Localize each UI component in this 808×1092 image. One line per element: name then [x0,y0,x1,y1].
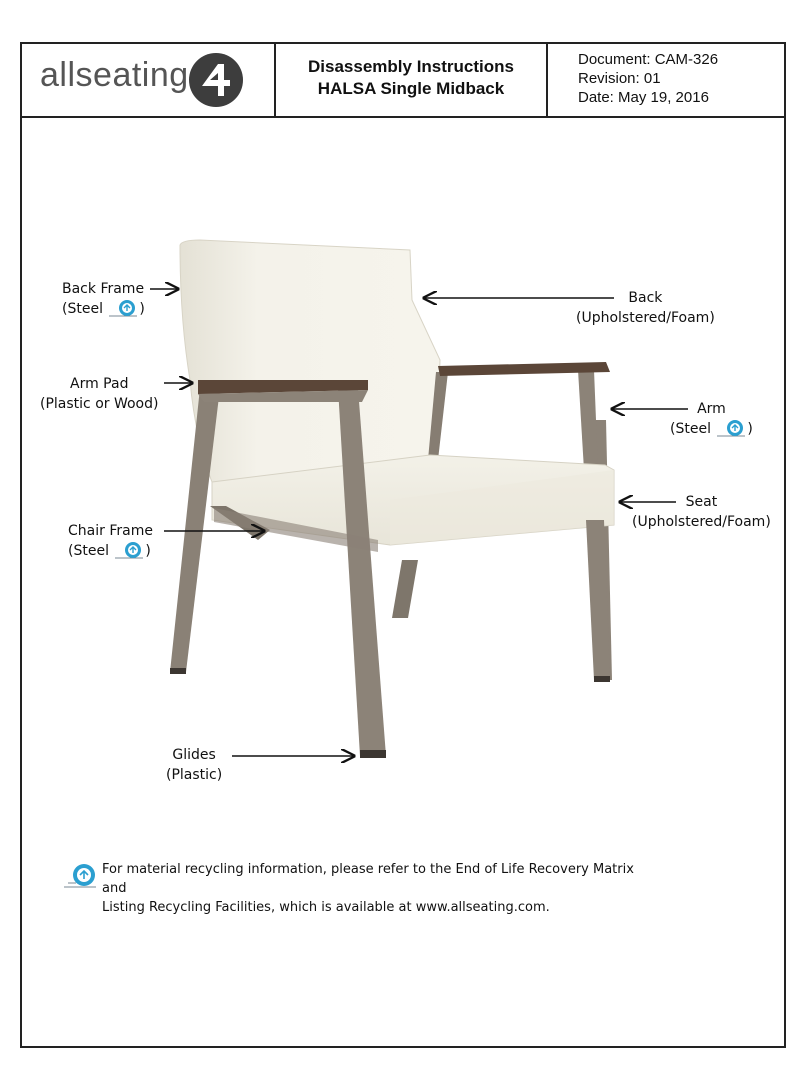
recycle-icon [107,299,139,319]
document-date: Date: May 19, 2016 [578,89,709,106]
label-arm: Arm (Steel ) [670,401,753,437]
label-chair-frame: Chair Frame (Steel ) [68,523,153,559]
revision-number: Revision: 01 [578,70,661,87]
label-back-frame: Back Frame (Steel ) [62,281,145,317]
footnote-line-2: Listing Recycling Facilities, which is available at www.allseating.com. [102,900,550,915]
document-number: Document: CAM-326 [578,51,719,68]
label-back: Back (Upholstered/Foam) [576,290,715,326]
document-subtitle: HALSA Single Midback [317,79,505,98]
recycle-icon [715,419,747,439]
logo-text-bold: all [40,56,76,94]
label-glides: Glides (Plastic) [166,747,223,783]
footnote-line-1: For material recycling information, please refer to the End of Life Recovery Matrix and [102,862,634,896]
recycle-icon [113,541,145,561]
document-title: Disassembly Instructions [308,57,514,76]
glide [360,750,386,758]
label-seat: Seat (Upholstered/Foam) [632,494,771,530]
recycle-icon [62,862,98,892]
back-cushion [180,240,440,490]
logo-text-light: seating [75,56,189,94]
label-arm-pad: Arm Pad (Plastic or Wood) [40,376,159,412]
